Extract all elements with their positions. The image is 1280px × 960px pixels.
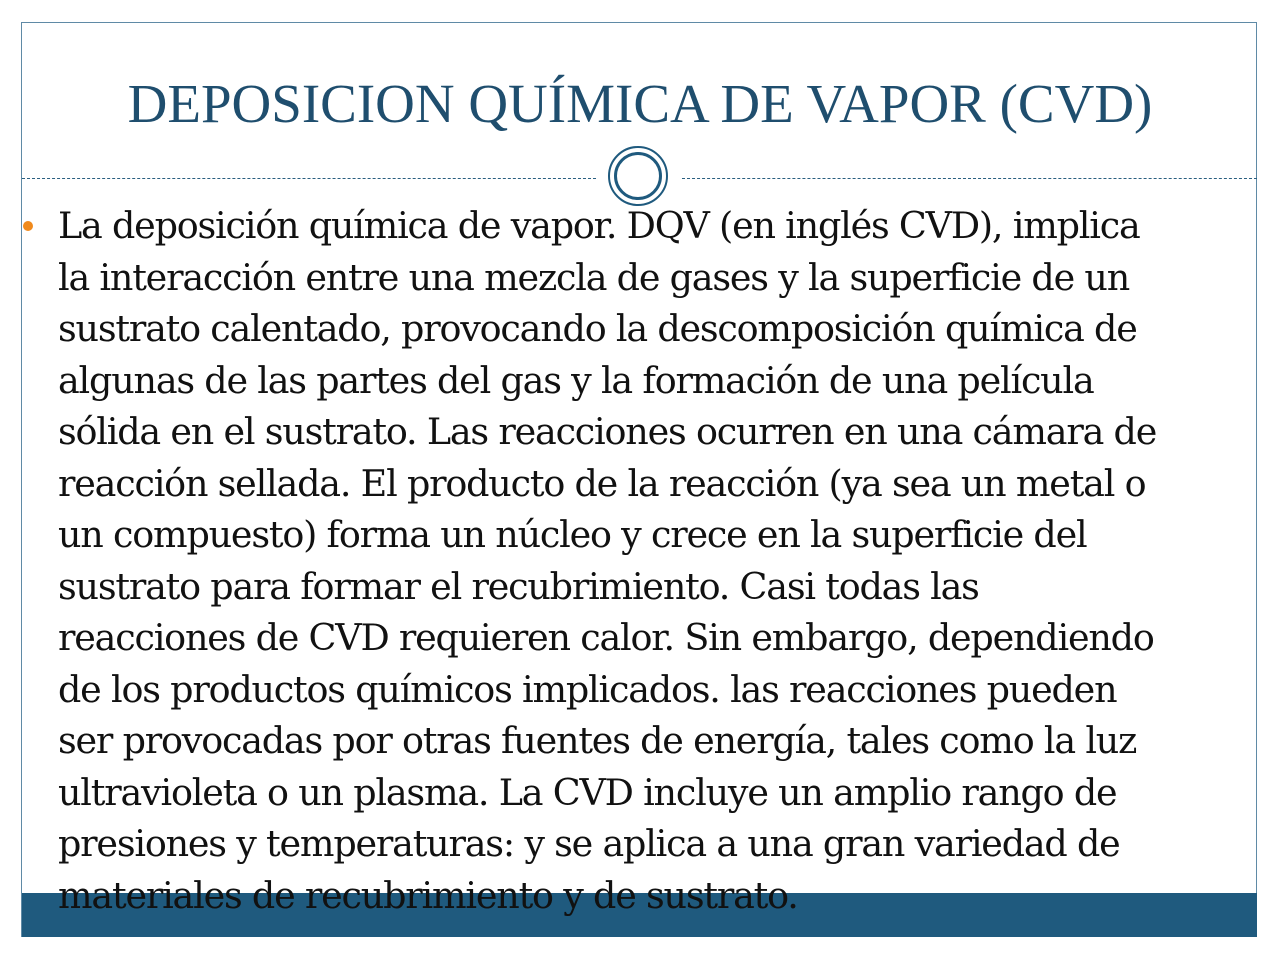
- text-line: sustrato calentado, provocando la descomposición química de: [58, 307, 1137, 350]
- bullet-dot-icon: [23, 221, 33, 231]
- text-line: ultravioleta o un plasma. La CVD incluye un amplio rango de: [58, 770, 1117, 814]
- text-line: materiales de recubrimiento y de sustrato.: [58, 873, 798, 917]
- text-line: sólida en el sustrato. Las reacciones ocurren en una cámara de: [58, 410, 1157, 453]
- text-line: presiones y temperaturas: y se aplica a una gran variedad de: [58, 822, 1120, 865]
- text-line: un compuesto) forma un núcleo y crece en la superficie del: [58, 513, 1087, 556]
- text-line: La deposición química de vapor. DQV (en inglés CVD), implica: [58, 204, 1140, 247]
- text-line: reacciones de CVD requieren calor. Sin embargo, dependiendo: [58, 616, 1154, 659]
- text-line: sustrato para formar el recubrimiento. Casi todas las: [58, 564, 979, 608]
- text-line: reacción sellada. El producto de la reacción (ya sea un metal o: [58, 461, 1146, 505]
- slide-title: DEPOSICION QUÍMICA DE VAPOR (CVD): [127, 73, 1153, 134]
- bullet-text: [58, 200, 1156, 921]
- text-line: algunas de las partes del gas y la formación de una película: [58, 358, 1094, 402]
- divider-line-left: [22, 178, 596, 179]
- divider-line-right: [682, 178, 1257, 179]
- text-line: la interacción entre una mezcla de gases y la superficie de un: [58, 255, 1130, 299]
- circle-ornament-icon: [608, 146, 668, 206]
- text-line: de los productos químicos implicados. las reacciones pueden: [58, 667, 1117, 711]
- text-line: ser provocadas por otras fuentes de energía, tales como la luz: [58, 719, 1137, 762]
